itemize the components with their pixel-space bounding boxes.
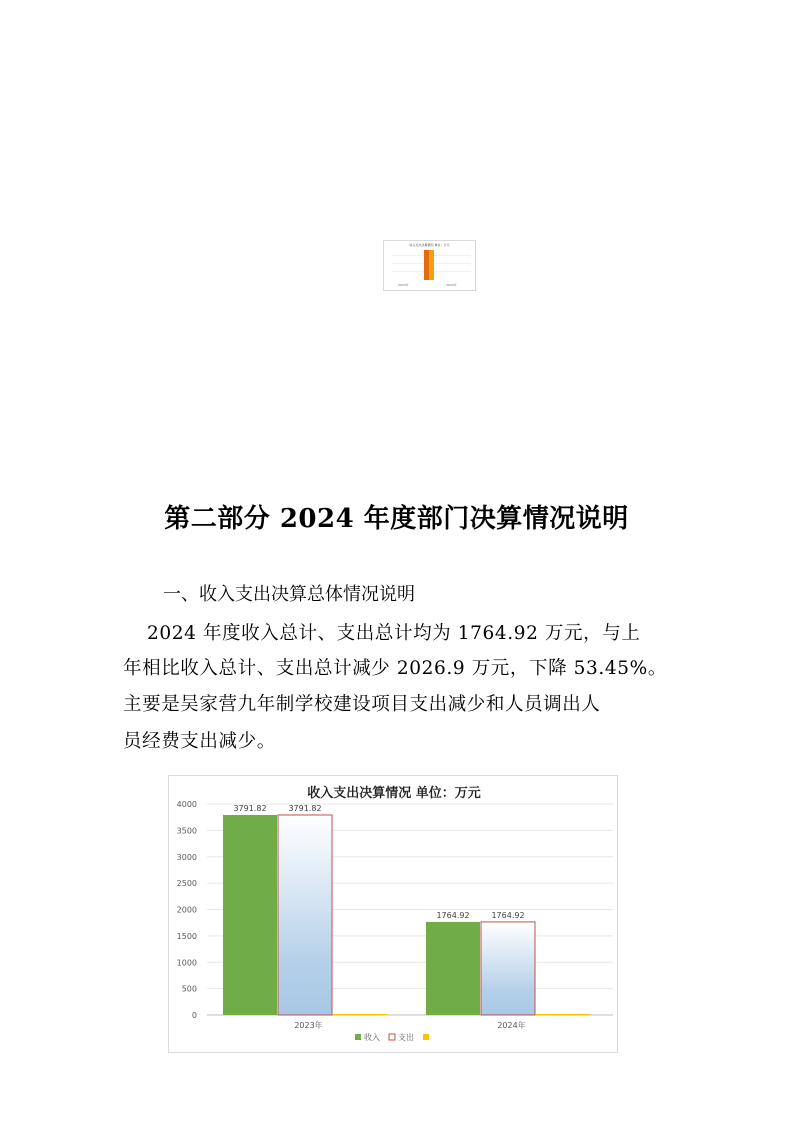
y-tick-label: 3000 [176, 852, 197, 862]
chart-title: 收入支出决算情况 单位：万元 [307, 786, 481, 801]
bar-series3-1 [333, 1014, 387, 1015]
legend-swatch [355, 1034, 361, 1040]
bar-expense-1 [278, 815, 332, 1015]
bar-income-1 [223, 815, 277, 1015]
legend-swatch [389, 1034, 395, 1040]
legend-label: 支出 [398, 1033, 414, 1042]
legend-swatch [423, 1034, 429, 1040]
thumbnail-title: 收入支出决算情况 单位：万元 [409, 243, 450, 247]
y-tick-label: 1000 [176, 958, 197, 968]
thumbnail-category: 2024年 [446, 283, 457, 287]
y-tick-label: 500 [181, 984, 197, 994]
y-tick-label: 2500 [176, 879, 197, 889]
y-tick-label: 4000 [176, 800, 197, 809]
paragraph-line: 年相比收入总计、支出总计减少 2026.9 万元，下降 53.45%。 [123, 658, 667, 679]
data-label: 1764.92 [436, 910, 470, 920]
data-label: 3791.82 [288, 803, 322, 813]
x-category-label: 2024年 [497, 1021, 526, 1030]
y-tick-label: 3500 [176, 826, 197, 836]
thumbnail-category: 2023年 [398, 283, 409, 287]
y-tick-label: 0 [191, 1011, 197, 1020]
paragraph-line: 主要是吴家营九年制学校建设项目支出减少和人员调出人 [123, 694, 601, 715]
y-tick-label: 1500 [176, 931, 197, 941]
paragraph-line: 员经费支出减少。 [123, 731, 276, 752]
y-tick-label: 2000 [176, 905, 197, 915]
bar-expense-2 [481, 922, 535, 1015]
bar-income-2 [426, 922, 480, 1015]
thumbnail-bar [429, 250, 434, 280]
x-category-label: 2023年 [294, 1021, 323, 1030]
legend-label: 收入 [364, 1033, 380, 1042]
bar-series3-2 [536, 1014, 590, 1015]
heading-income-expense: 一、收入支出决算总体情况说明 [163, 584, 415, 605]
paragraph-line: 2024 年度收入总计、支出总计均为 1764.92 万元，与上 [147, 623, 641, 644]
income-expense-chart [168, 775, 618, 1053]
thumbnail-chart [383, 240, 476, 291]
data-label: 3791.82 [233, 803, 267, 813]
section-title: 第二部分 2024 年度部门决算情况说明 [164, 504, 629, 534]
chart-svg [169, 776, 619, 1054]
data-label: 1764.92 [491, 910, 525, 920]
